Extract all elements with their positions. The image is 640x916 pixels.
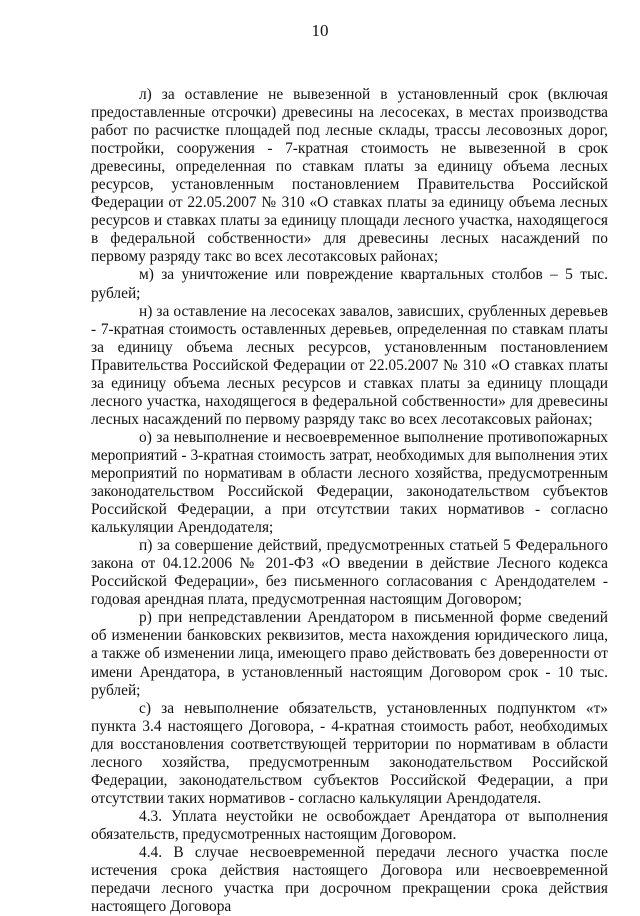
paragraph-item-n: н) за оставление на лесосеках завалов, зависших, срубленных деревьев - 7-кратная стоимость оставленных деревьев, определенная по ставкам платы за единицу объема лесных ресурсов, установленным постановлением Правительства Российской Федерации от 22.05.2007 № 310 «О ставках платы за единицу объема лесных ресурсов и ставках платы за единицу площади лесного участка, находящегося в федеральной собственности» для древесины лесных насаждений по первому разряду такс во всех лесотаксовых районах; <box>91 302 608 428</box>
document-body <box>91 86 608 916</box>
paragraph-item-l: л) за оставление не вывезенной в установленный срок (включая предоставленные отсрочки) древесины на лесосеках, в местах производства работ по расчистке площадей под лесные склады, трассы лесовозных дорог, постройки, сооружения - 7-кратная стоимость не вывезенной в срок древесины, определенная по ставкам платы за единицу объема лесных ресурсов, установленным постановлением Правительства Российской Федерации от 22.05.2007 № 310 «О ставках платы за единицу объема лесных ресурсов и ставках платы за единицу площади лесного участка, находящегося в федеральной собственности» для древесины лесных насаждений по первому разряду такс во всех лесотаксовых районах; <box>91 86 608 266</box>
paragraph-clause-4-3: 4.3. Уплата неустойки не освобождает Арендатора от выполнения обязательств, предусмотренных настоящим Договором. <box>91 807 608 843</box>
paragraph-item-r: р) при непредставлении Арендатором в письменной форме сведений об изменении банковских реквизитов, места нахождения юридического лица, а также об изменении лица, имеющего право действовать без доверенности от имени Арендатора, в установленный настоящим Договором срок - 10 тыс. рублей; <box>91 609 608 699</box>
paragraph-item-m: м) за уничтожение или повреждение квартальных столбов – 5 тыс. рублей; <box>91 266 608 302</box>
page-number: 10 <box>311 21 329 40</box>
paragraph-item-s: с) за невыполнение обязательств, установленных подпунктом «т» пункта 3.4 настоящего Договора, - 4-кратная стоимость работ, необходимых для восстановления соответствующей территории по нормативам в области лесного хозяйства, предусмотренным законодательством Российской Федерации, законодательством субъектов Российской Федерации, а при отсутствии таких нормативов - согласно калькуляции Арендодателя. <box>91 699 608 807</box>
paragraph-item-p: п) за совершение действий, предусмотренных статьей 5 Федерального закона от 04.12.2006 № 201-ФЗ «О введении в действие Лесного кодекса Российской Федерации», без письменного согласования с Арендодателем - годовая арендная плата, предусмотренная настоящим Договором; <box>91 537 608 609</box>
paragraph-item-o: о) за невыполнение и несвоевременное выполнение противопожарных мероприятий - 3-кратная стоимость затрат, необходимых для выполнения этих мероприятий по нормативам в области лесного хозяйства, предусмотренным законодательством Российской Федерации, законодательством субъектов Российской Федерации, а при отсутствии таких нормативов - согласно калькуляции Арендодателя; <box>91 428 608 537</box>
paragraph-clause-4-4: 4.4. В случае несвоевременной передачи лесного участка после истечения срока действия настоящего Договора или несвоевременной передачи лесного участка при досрочном прекращении срока действия настоящего Договора <box>91 843 608 916</box>
